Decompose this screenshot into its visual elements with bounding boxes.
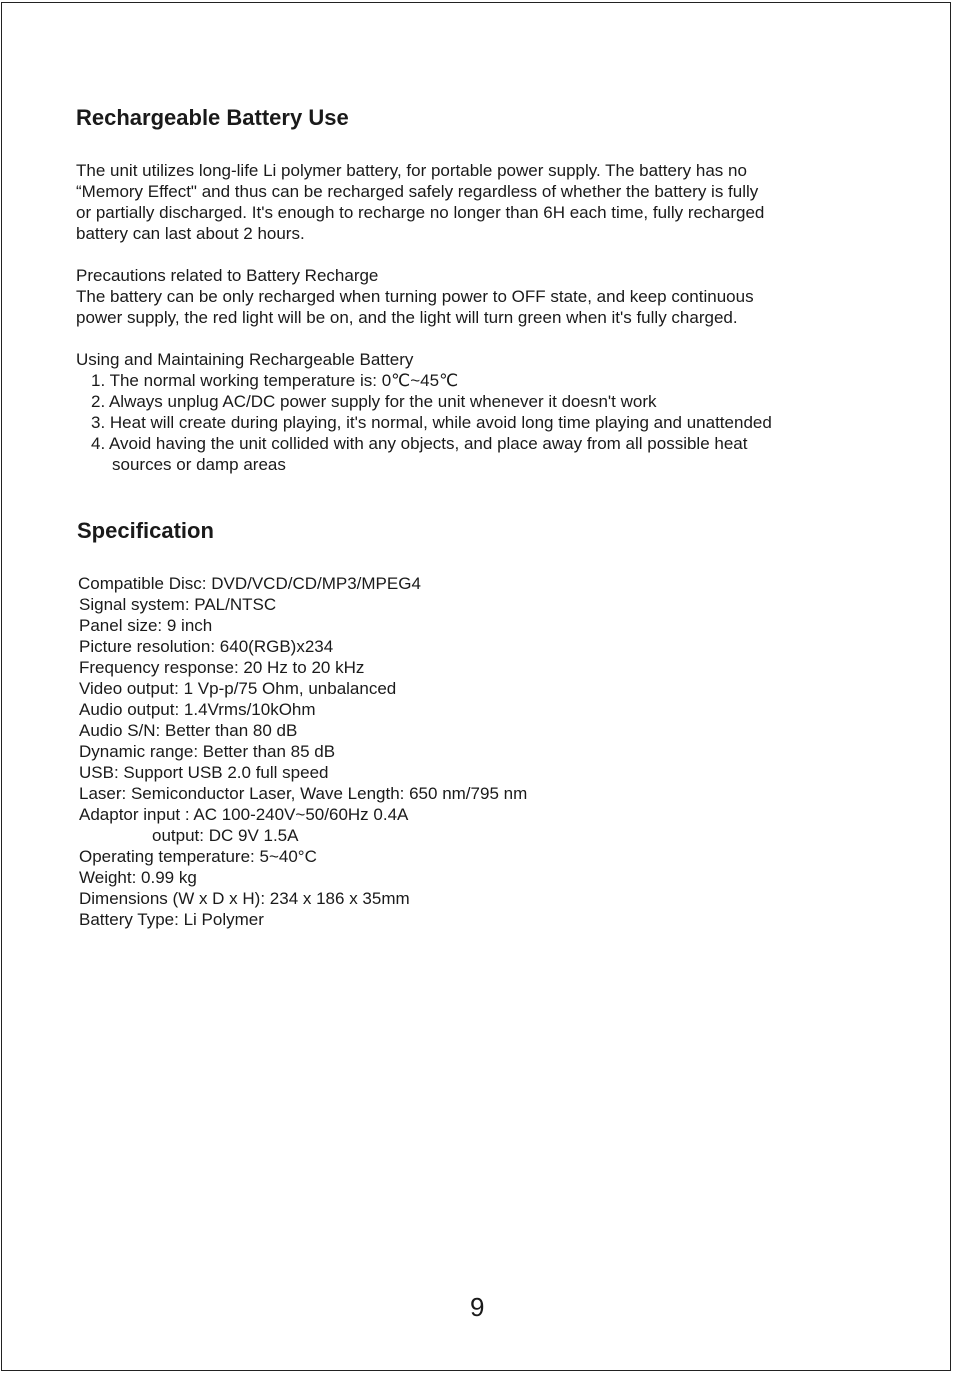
battery-intro-line-1: The unit utilizes long-life Li polymer battery, for portable power supply. The battery has no (76, 161, 747, 180)
battery-intro-line-2: “Memory Effect" and thus can be recharged safely regardless of whether the battery is fully (76, 182, 759, 201)
maintain-item-2: 2. Always unplug AC/DC power supply for the unit whenever it doesn't work (91, 392, 657, 411)
spec-item: output: DC 9V 1.5A (152, 826, 299, 845)
spec-item: Weight: 0.99 kg (79, 868, 197, 887)
battery-intro-line-3: or partially discharged. It's enough to recharge no longer than 6H each time, fully recharged (76, 203, 765, 222)
maintain-item-4-continued: sources or damp areas (112, 455, 286, 474)
battery-section-title: Rechargeable Battery Use (76, 105, 349, 130)
spec-item: Compatible Disc: DVD/VCD/CD/MP3/MPEG4 (78, 574, 421, 593)
spec-item: Operating temperature: 5~40°C (79, 847, 317, 866)
spec-item: Dimensions (W x D x H): 234 x 186 x 35mm (79, 889, 410, 908)
spec-item: Audio output: 1.4Vrms/10kOhm (79, 700, 316, 719)
spec-item: Adaptor input : AC 100-240V~50/60Hz 0.4A (79, 805, 409, 824)
spec-item: Panel size: 9 inch (79, 616, 213, 635)
precautions-heading: Precautions related to Battery Recharge (76, 266, 379, 285)
spec-item: Frequency response: 20 Hz to 20 kHz (79, 658, 365, 677)
spec-item: USB: Support USB 2.0 full speed (79, 763, 329, 782)
battery-intro-line-4: battery can last about 2 hours. (76, 224, 305, 243)
page-number: 9 (470, 1292, 485, 1322)
precautions-line-1: The battery can be only recharged when turning power to OFF state, and keep continuous (76, 287, 754, 306)
spec-item: Video output: 1 Vp-p/75 Ohm, unbalanced (79, 679, 397, 698)
spec-item: Picture resolution: 640(RGB)x234 (79, 637, 334, 656)
spec-section-title: Specification (77, 518, 214, 543)
maintain-heading: Using and Maintaining Rechargeable Battery (76, 350, 414, 369)
spec-item: Dynamic range: Better than 85 dB (79, 742, 336, 761)
maintain-item-4: 4. Avoid having the unit collided with any objects, and place away from all possible heat (91, 434, 748, 453)
spec-item: Signal system: PAL/NTSC (79, 595, 277, 614)
precautions-line-2: power supply, the red light will be on, and the light will turn green when it's fully charged. (76, 308, 738, 327)
maintain-item-1: 1. The normal working temperature is: 0℃~45℃ (91, 371, 459, 390)
spec-item: Audio S/N: Better than 80 dB (79, 721, 298, 740)
spec-item: Laser: Semiconductor Laser, Wave Length: 650 nm/795 nm (79, 784, 528, 803)
maintain-item-3: 3. Heat will create during playing, it's normal, while avoid long time playing and unattended (91, 413, 772, 432)
spec-item: Battery Type: Li Polymer (79, 910, 264, 929)
